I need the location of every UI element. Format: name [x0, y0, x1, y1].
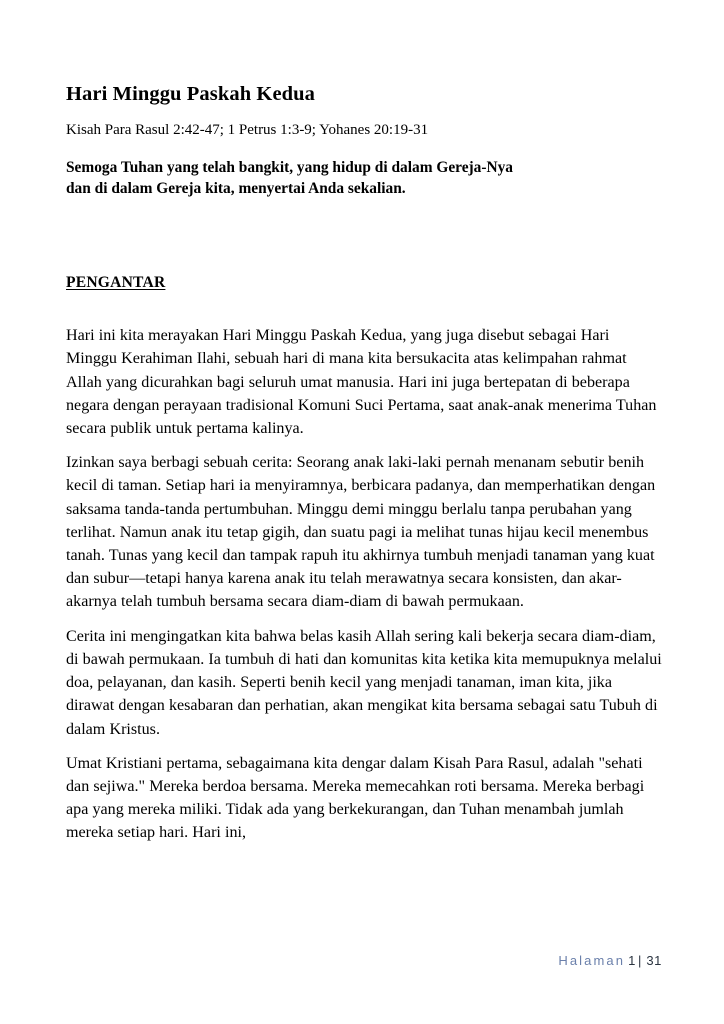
- scripture-references: Kisah Para Rasul 2:42-47; 1 Petrus 1:3-9; Yohanes 20:19-31: [66, 122, 429, 138]
- document-content: [66, 82, 662, 845]
- body-text: [66, 292, 662, 844]
- footer-total-pages: 31: [646, 953, 662, 968]
- footer-current-page: 1: [628, 953, 636, 968]
- section-heading-pengantar: PENGANTAR: [66, 274, 166, 292]
- paragraph: Cerita ini mengingatkan kita bahwa belas kasih Allah sering kali bekerja secara diam-diam, di bawah permukaan. Ia tumbuh di hati dan komunitas kita ketika kita memupuknya melalui doa, pelayanan, dan kasih. Seperti benih kecil yang menjadi tanaman, iman kita, jika dirawat dengan kesabaran dan perhatian, akan mengikat kita bersama sebagai satu Tubuh di dalam Kristus.: [66, 627, 662, 738]
- page-footer: [558, 953, 662, 968]
- paragraph: Izinkan saya berbagi sebuah cerita: Seorang anak laki-laki pernah menanam sebutir benih kecil di taman. Setiap hari ia menyiramnya, berbicara padanya, dan memperhatikan dengan saksama tanda-tanda pertumbuhan. Minggu demi minggu berlalu tanpa perubahan yang terlihat. Namun anak itu tetap gigih, dan suatu pagi ia melihat tunas hijau kecil menembus tanah. Tunas yang kecil dan tampak rapuh itu akhirnya tumbuh menjadi tanaman yang kuat dan subur—tetapi hanya karena anak itu telah merawatnya secara konsisten, dan akar-akarnya telah tumbuh bersama secara diam-diam di bawah permukaan.: [66, 454, 656, 611]
- page-title: Hari Minggu Paskah Kedua: [66, 83, 316, 105]
- paragraph: Hari ini kita merayakan Hari Minggu Paskah Kedua, yang juga disebut sebagai Hari Minggu Kerahiman Ilahi, sebuah hari di mana kita bersukacita atas kelimpahan rahmat Allah yang dicurahkan bagi seluruh umat manusia. Hari ini juga bertepatan di beberapa negara dengan perayaan tradisional Komuni Suci Pertama, saat anak-anak menerima Tuhan secara publik untuk pertama kalinya.: [66, 327, 657, 438]
- footer-label: Halaman: [558, 953, 626, 968]
- greeting-line-1: Semoga Tuhan yang telah bangkit, yang hidup di dalam Gereja-Nya: [66, 158, 514, 176]
- greeting-line-2: dan di dalam Gereja kita, menyertai Anda sekalian.: [66, 180, 406, 198]
- greeting-block: [66, 157, 662, 201]
- footer-separator: |: [637, 953, 642, 968]
- paragraph: Umat Kristiani pertama, sebagaimana kita dengar dalam Kisah Para Rasul, adalah "sehati dan sejiwa." Mereka berdoa bersama. Mereka memecahkan roti bersama. Mereka berbagi apa yang mereka miliki. Tidak ada yang berkekurangan, dan Tuhan menambah jumlah mereka setiap hari. Hari ini,: [66, 754, 645, 842]
